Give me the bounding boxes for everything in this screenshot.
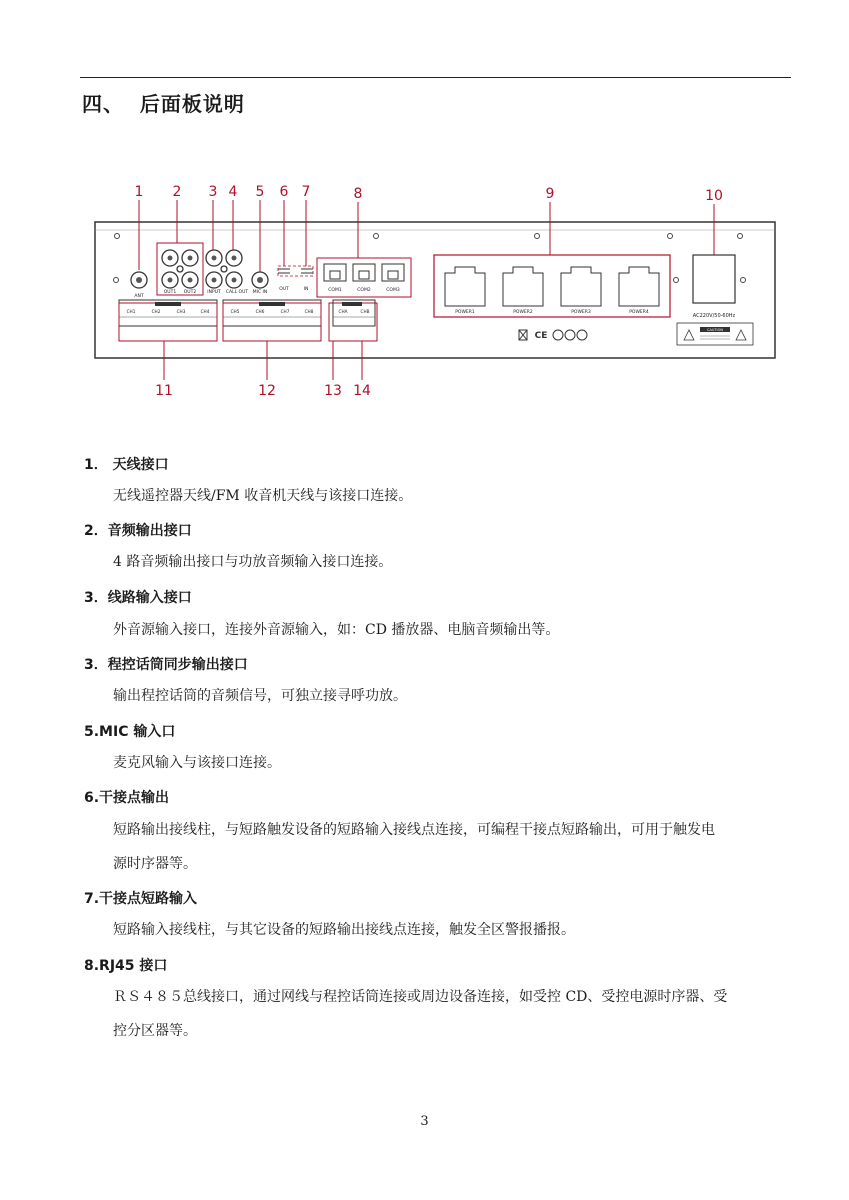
section-5-line: 麦克风输入与该接口连接。	[113, 755, 281, 771]
port-label-input: INPUT	[207, 290, 221, 295]
panel-body	[95, 222, 775, 358]
terminal-label-ch7: CH7	[280, 309, 290, 314]
port-label-out1: OUT1	[163, 290, 177, 295]
section-5-title: 5.MIC 输入口	[84, 724, 176, 740]
callout-5: 5	[255, 184, 265, 200]
section-3-line: 外音源输入接口，连接外音源输入，如：CD 播放器、电脑音频输出等。	[113, 622, 560, 638]
terminal-label-ch8: CH8	[304, 309, 314, 314]
section-4-line: 输出程控话筒的音频信号，可独立接寻呼功放。	[113, 688, 407, 704]
callout-11: 11	[155, 383, 173, 399]
callout-9: 9	[545, 186, 555, 202]
terminal-label-ch6: CH6	[255, 309, 265, 314]
section-1-line: 无线遥控器天线/FM 收音机天线与该接口连接。	[113, 488, 413, 504]
terminal-label-ch5: CH5	[230, 309, 240, 314]
port-label-power3: POWER3	[571, 310, 591, 315]
callout-13: 13	[324, 383, 342, 399]
callout-8: 8	[353, 186, 363, 202]
caution-label	[677, 323, 753, 345]
callout-1: 1	[134, 184, 144, 200]
section-3-title: 3．线路输入接口	[84, 590, 192, 606]
section-6-body	[113, 813, 793, 881]
callout-10: 10	[705, 188, 723, 204]
section-8-title: 8.RJ45 接口	[84, 958, 168, 974]
terminal-label-chb: CHB	[360, 309, 370, 314]
section-6-title: 6.干接点输出	[84, 790, 170, 806]
section-7-line: 短路输入接线柱，与其它设备的短路输出接线点连接，触发全区警报播报。	[113, 922, 575, 938]
section-1-title: 1． 天线接口	[84, 457, 169, 473]
port-label-out2: OUT2	[183, 290, 197, 295]
port-label-call-out: CALL OUT	[225, 290, 249, 295]
section-8-body	[113, 980, 793, 1048]
section-2-title: 2．音频输出接口	[84, 523, 192, 539]
callout-14: 14	[353, 383, 371, 399]
page-number: 3	[420, 1114, 429, 1129]
top-rule	[80, 77, 791, 78]
section-6-line: 源时序器等。	[113, 856, 197, 872]
port-label-power1: POWER1	[455, 310, 475, 315]
port-label-com1: COM1	[328, 288, 342, 293]
section-6-line: 短路输出接线柱，与短路触发设备的短路输入接线点连接，可编程干接点短路输出，可用于触发电	[113, 822, 715, 838]
caution-text: CAUTION	[707, 328, 723, 332]
port-label-ac: AC220V/50-60Hz	[692, 313, 736, 319]
ac-inlet	[693, 255, 735, 303]
terminal-label-cha: CHA	[338, 309, 348, 314]
callout-12: 12	[258, 383, 276, 399]
section-4-body	[113, 679, 793, 713]
port-label-dry-in: IN	[303, 287, 309, 292]
port-label-dry-out: OUT	[279, 287, 289, 292]
port-label-mic-in: MIC IN	[252, 290, 268, 295]
terminal-label-ch1: CH1	[126, 309, 136, 314]
callout-2: 2	[172, 184, 182, 200]
terminal-label-ch2: CH2	[151, 309, 161, 314]
section-2-body	[113, 545, 793, 579]
svg-text:CE: CE	[534, 331, 548, 341]
terminal-label-ch4: CH4	[200, 309, 210, 314]
callout-4: 4	[228, 184, 238, 200]
port-label-com3: COM3	[386, 288, 400, 293]
section-2-line: 4 路音频输出接口与功放音频输入接口连接。	[113, 554, 393, 570]
port-label-power4: POWER4	[629, 310, 649, 315]
port-label-power2: POWER2	[513, 310, 533, 315]
section-4-title: 3．程控话筒同步输出接口	[84, 657, 248, 673]
port-label-com2: COM2	[357, 288, 371, 293]
callout-3: 3	[208, 184, 218, 200]
section-5-body	[113, 746, 793, 780]
terminal-label-ch3: CH3	[176, 309, 186, 314]
section-8-line: 控分区器等。	[113, 1023, 197, 1039]
section-heading: 四、 后面板说明	[82, 92, 245, 116]
section-1-body	[113, 479, 793, 513]
callout-7: 7	[301, 184, 311, 200]
callout-6: 6	[279, 184, 289, 200]
section-8-line: ＲＳ４８５总线接口，通过网线与程控话筒连接或周边设备连接，如受控 CD、受控电源时序器、受	[113, 989, 728, 1005]
rear-panel-figure	[80, 180, 791, 410]
section-7-body	[113, 913, 793, 947]
port-label-ant: ANT	[134, 294, 144, 299]
section-3-body	[113, 613, 793, 647]
section-7-title: 7.干接点短路输入	[84, 891, 198, 907]
